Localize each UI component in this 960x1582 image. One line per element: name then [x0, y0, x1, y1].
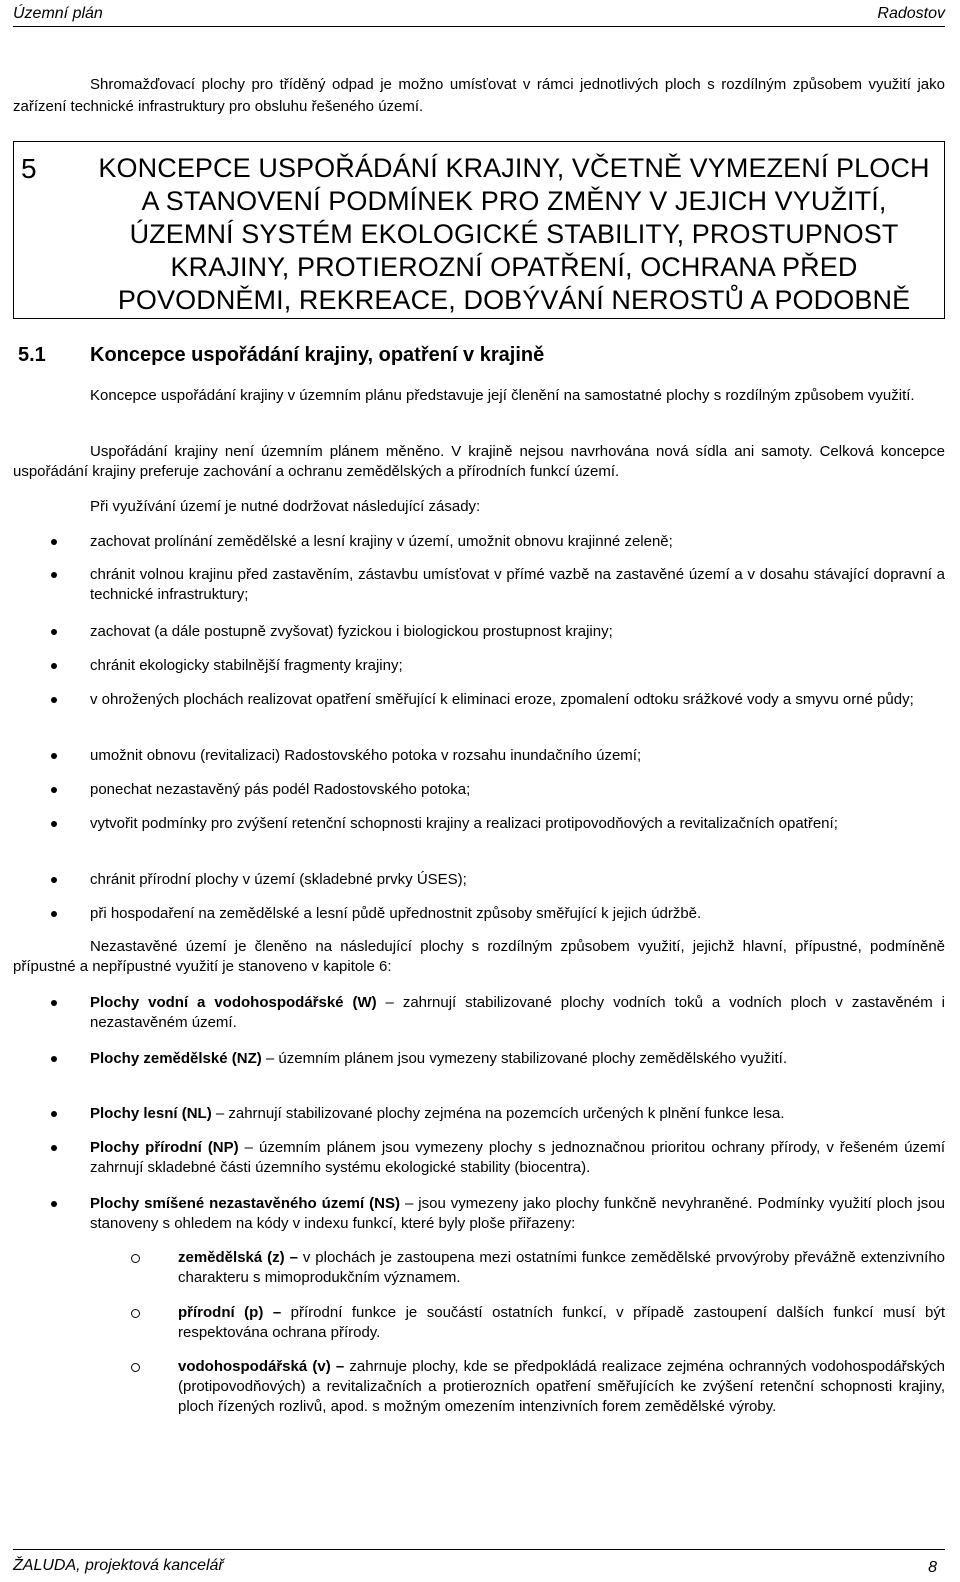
list-item: [13, 690, 914, 710]
bullet-icon: [51, 787, 57, 793]
area-description: – územním plánem jsou vymezeny plochy s jednoznačnou prioritou ochrany přírody, v řešeném území zahrnují skladebné části územního systému ekologické stability (biocentra).: [90, 1139, 945, 1176]
function-term: zemědělská (z) –: [178, 1249, 298, 1266]
bullet-icon: [51, 663, 57, 669]
paragraph-arrangement: [13, 442, 945, 482]
area-term: Plochy vodní a vodohospodářské (W): [90, 994, 377, 1011]
list-item-text: v ohrožených plochách realizovat opatření směřující k eliminaci eroze, zpomalení odtoku srážkové vody a smyvu orné půdy;: [90, 691, 914, 708]
area-description: – zahrnují stabilizované plochy vodních toků a vodních ploch v zastavěném i nezastavěném území.: [90, 994, 945, 1031]
area-term: Plochy lesní (NL): [90, 1105, 212, 1122]
list-item: [90, 1357, 945, 1417]
list-item: [13, 1138, 945, 1178]
bullet-icon: [51, 1000, 57, 1006]
header-document-title: Územní plán: [13, 5, 103, 22]
function-description: přírodní funkce je součástí ostatních funkcí, v případě zastoupení dalších funkcí musí být respektována ochrana přírody.: [178, 1304, 945, 1341]
bullet-icon: [51, 877, 57, 883]
footer-company: ŽALUDA, projektová kancelář: [13, 1557, 224, 1574]
list-item: [90, 1303, 945, 1343]
list-item: [13, 1049, 787, 1069]
bullet-icon: [51, 1201, 57, 1207]
paragraph-text: Koncepce uspořádání krajiny v územním plánu představuje její členění na samostatné plochy s rozdílným způsobem využití.: [90, 387, 915, 404]
list-item: [13, 780, 470, 800]
bullet-icon: [51, 572, 57, 578]
list-item: [13, 746, 641, 766]
area-description: – územním plánem jsou vymezeny stabilizované plochy zemědělského využití.: [261, 1050, 787, 1067]
area-term: Plochy přírodní (NP): [90, 1139, 239, 1156]
paragraph-concept: [13, 386, 945, 406]
list-item: [13, 1104, 785, 1124]
list-item-text: zachovat (a dále postupně zvyšovat) fyzickou i biologickou prostupnost krajiny;: [90, 623, 613, 640]
intro-paragraph: [13, 74, 945, 118]
list-item: [13, 532, 673, 552]
list-item-text: chránit volnou krajinu před zastavěním, zástavbu umísťovat v přímé vazbě na zastavěné území a v dosahu stávající dopravní a technické infrastruktury;: [90, 566, 945, 603]
list-item-text: chránit ekologicky stabilnější fragmenty krajiny;: [90, 657, 403, 674]
section-title: Koncepce uspořádání krajiny, opatření v krajině: [90, 344, 545, 366]
section-number: 5.1: [18, 344, 46, 366]
paragraph-unbuilt-areas: [13, 937, 945, 977]
list-item-text: při hospodaření na zemědělské a lesní půdě upřednostnit způsoby směřující k jejich údržbě.: [90, 905, 702, 922]
function-term: přírodní (p) –: [178, 1304, 282, 1321]
area-term: Plochy zemědělské (NZ): [90, 1050, 262, 1067]
list-item: [13, 1194, 945, 1234]
bullet-icon: [51, 697, 57, 703]
chapter-number: 5: [21, 153, 37, 184]
area-term: Plochy smíšené nezastavěného území (NS): [90, 1195, 400, 1212]
list-item: [13, 814, 838, 834]
area-description: – jsou vymezeny jako plochy funkčně nevyhraněné. Podmínky využití ploch jsou stanoveny s ohledem na kódy v indexu funkcí, které byly ploše přiřazeny:: [90, 1195, 945, 1232]
bullet-icon: [51, 539, 57, 545]
list-item-text: umožnit obnovu (revitalizaci) Radostovského potoka v rozsahu inundačního území;: [90, 747, 642, 764]
bullet-icon: [51, 629, 57, 635]
header-municipality: Radostov: [877, 5, 945, 22]
bullet-icon: [51, 1145, 57, 1151]
paragraph-text: Nezastavěné území je členěno na následující plochy s rozdílným způsobem využití, jejichž hlavní, přípustné, podmíněně přípustné a nepřípustné využití je stanoveno v kapitole 6:: [13, 938, 945, 975]
list-item-text: zachovat prolínání zemědělské a lesní krajiny v území, umožnit obnovu krajinné zeleně;: [90, 533, 673, 550]
paragraph-text: Uspořádání krajiny není územním plánem měněno. V krajině nejsou navrhována nová sídla ani samoty. Celková koncepce uspořádání krajiny preferuje zachování a ochranu zemědělských a přírodních funkcí území.: [13, 443, 945, 480]
list-item: [13, 622, 613, 642]
bullet-icon: [51, 911, 57, 917]
function-term: vodohospodářská (v) –: [178, 1358, 345, 1375]
area-description: – zahrnují stabilizované plochy zejména na pozemcích určených k plnění funkce lesa.: [211, 1105, 785, 1122]
page-number: 8: [928, 1559, 937, 1576]
chapter-title: KONCEPCE USPOŘÁDÁNÍ KRAJINY, VČETNĚ VYMEZENÍ PLOCH A STANOVENÍ PODMÍNEK PRO ZMĚNY V JEJICH VYUŽITÍ, ÚZEMNÍ SYSTÉM EKOLOGICKÉ STABILITY, PROSTUPNOST KRAJINY, PROTIEROZNÍ OPATŘENÍ, OCHRANA PŘED POVODNĚMI, REKREACE, DOBÝVÁNÍ NEROSTŮ A PODOBNĚ: [98, 153, 930, 315]
paragraph-text: Při využívání území je nutné dodržovat následující zásady:: [90, 498, 481, 515]
bullet-icon: [51, 1056, 57, 1062]
list-item: [13, 904, 701, 924]
list-item-text: chránit přírodní plochy v území (skladebné prvky ÚSES);: [90, 871, 467, 888]
circle-bullet-icon: [131, 1254, 140, 1263]
paragraph-principles-intro: [13, 497, 945, 517]
list-item: [90, 1248, 945, 1288]
list-item: [13, 656, 403, 676]
list-item: [13, 870, 467, 890]
circle-bullet-icon: [131, 1363, 140, 1372]
chapter-heading-box: [13, 141, 945, 319]
page-header: [13, 4, 945, 27]
page-footer: [13, 1549, 945, 1576]
bullet-icon: [51, 753, 57, 759]
list-item: [13, 565, 945, 605]
list-item-text: ponechat nezastavěný pás podél Radostovského potoka;: [90, 781, 471, 798]
function-description: v plochách je zastoupena mezi ostatními funkce zemědělské prvovýroby převážně extenzivního charakteru s mimoprodukčním významem.: [178, 1249, 946, 1286]
intro-text: Shromažďovací plochy pro tříděný odpad je možno umísťovat v rámci jednotlivých ploch s rozdílným způsobem využití jako zařízení technické infrastruktury pro obsluhu řešeného území.: [13, 76, 945, 115]
list-item: [13, 993, 945, 1033]
bullet-icon: [51, 1111, 57, 1117]
bullet-icon: [51, 821, 57, 827]
circle-bullet-icon: [131, 1309, 140, 1318]
list-item-text: vytvořit podmínky pro zvýšení retenční schopnosti krajiny a realizaci protipovodňových a revitalizačních opatření;: [90, 815, 838, 832]
function-description: zahrnuje plochy, kde se předpokládá realizace zejména ochranných vodohospodářských (protipovodňových) a revitalizačních a protierozních opatření směřujících ke zvýšení retenční schopnosti krajiny, ploch řízených rozlivů, apod. s možným omezením intenzivních forem zemědělské výroby.: [178, 1358, 946, 1415]
